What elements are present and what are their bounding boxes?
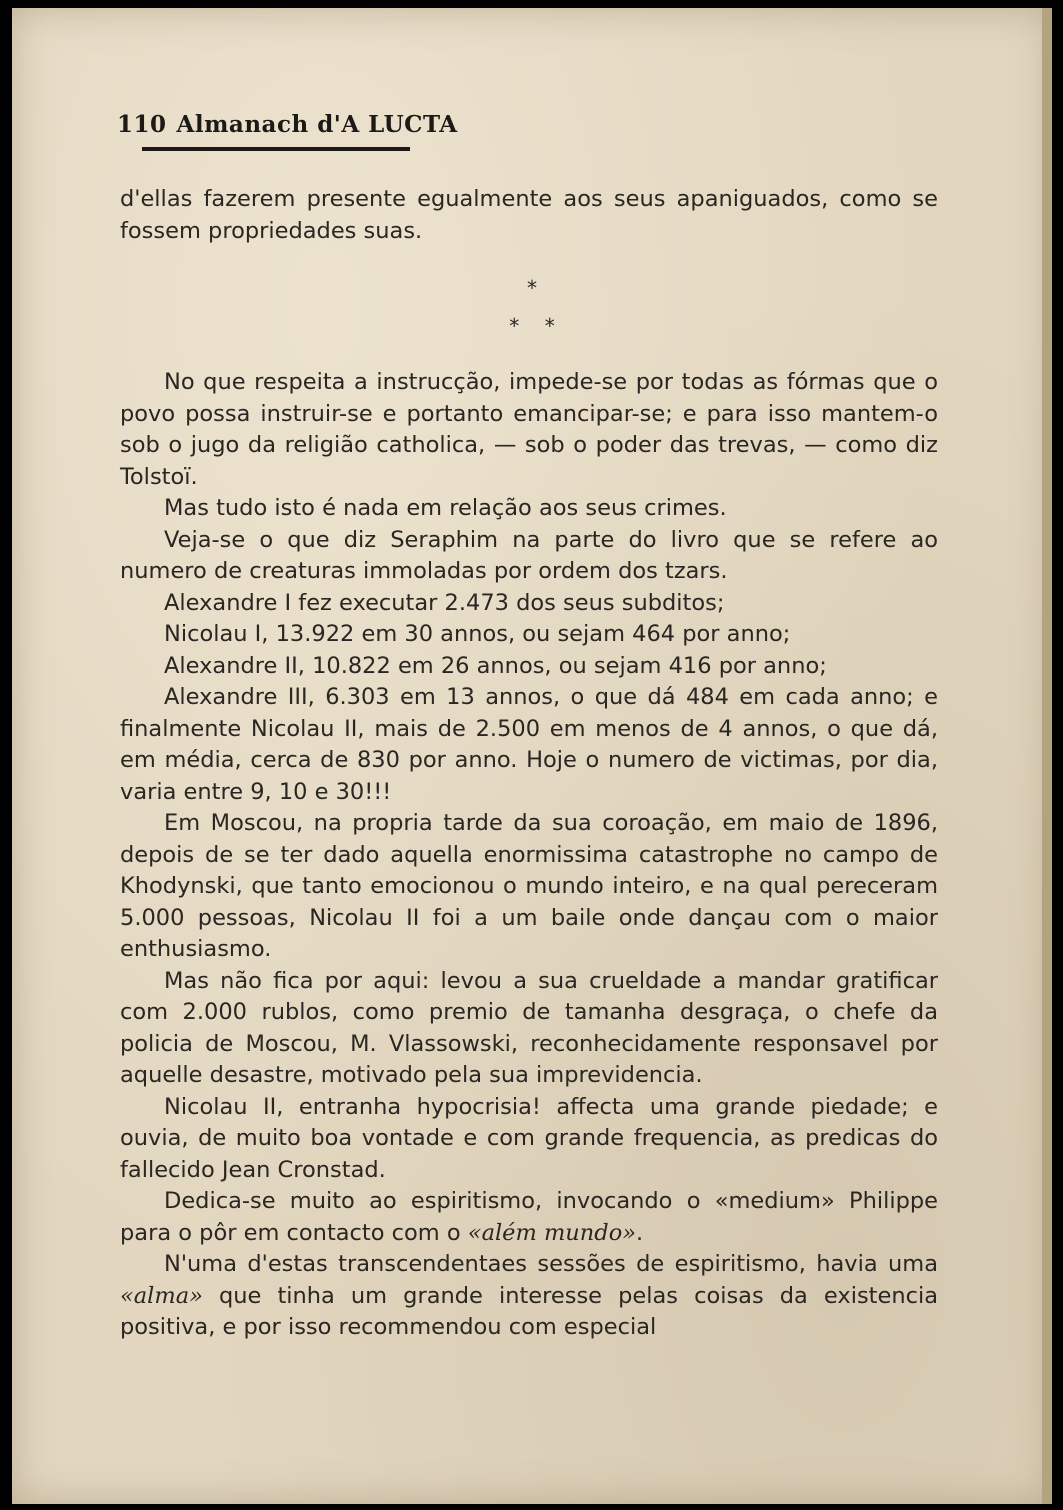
paragraph: Nicolau II, entranha hypocrisia! affecta uma grande piedade; e ouvia, de muito boa vontade e com grande frequencia, as predicas do fallecido Jean Cronstad.	[120, 1093, 938, 1183]
paragraph: Mas tudo isto é nada em relação aos seus crimes.	[164, 495, 727, 521]
text-run: Dedica-se muito ao espiritismo, invocando o «medium» Philippe para o pôr em contacto com o	[120, 1188, 938, 1246]
paragraph: Mas não fica por aqui: levou a sua crueldade a mandar gratificar com 2.000 rublos, como premio de tamanha desgraça, o chefe da policia de Moscou, M. Vlassowski, reconhecidamente responsavel por aquelle desastre, motivado pela sua imprevidencia.	[120, 967, 938, 1088]
italic-text-run: «alma»	[120, 1282, 203, 1309]
body-text	[120, 367, 938, 1344]
section-separator-bottom: * *	[509, 314, 555, 338]
almanac-title: Almanach d'A LUCTA	[176, 111, 458, 138]
header-rule	[142, 147, 410, 151]
section-separator-top: *	[527, 276, 537, 300]
text-run: .	[636, 1219, 644, 1246]
italic-text-run: «além mundo»	[467, 1219, 637, 1246]
paragraph: Em Moscou, na propria tarde da sua coroação, em maio de 1896, depois de se ter dado aquella enormissima catastrophe no campo de Khodynski, que tanto emocionou o mundo inteiro, e na qual pereceram 5.000 pessoas, Nicolau II foi a um baile onde dançau com o maior enthusiasmo.	[120, 810, 938, 962]
continuation-paragraph	[120, 184, 938, 247]
paragraph: Alexandre II, 10.822 em 26 annos, ou sejam 416 por anno;	[164, 652, 827, 679]
paragraph: Veja-se o que diz Seraphim na parte do livro que se refere ao numero de creaturas immoladas por ordem dos tzars.	[120, 526, 938, 584]
paragraph: Alexandre III, 6.303 em 13 annos, o que dá 484 em cada anno; e finalmente Nicolau II, mais de 2.500 em menos de 4 annos, o que dá, em média, cerca de 830 por anno. Hoje o numero de victimas, por dia, varia entre 9, 10 e 30!!!	[120, 684, 938, 805]
paragraph: d'ellas fazerem presente egualmente aos seus apaniguados, como se fossem propriedades suas.	[120, 186, 938, 244]
paragraph: Nicolau I, 13.922 em 30 annos, ou sejam 464 por anno;	[164, 621, 791, 647]
running-header	[117, 111, 458, 138]
text-run: que tinha um grande interesse pelas coisas da existencia positiva, e por isso recommendou com especial	[120, 1282, 938, 1340]
text-run: N'uma d'estas transcendentaes sessões de espiritismo, havia uma	[164, 1251, 938, 1277]
paragraph: No que respeita a instrucção, impede-se por todas as fórmas que o povo possa instruir-se e portanto emancipar-se; e para isso mantem-o sob o jugo da religião catholica, — sob o poder das trevas, — como diz Tolstoï.	[120, 369, 938, 490]
page-number: 110	[117, 111, 167, 138]
paragraph	[120, 1249, 938, 1344]
paragraph: Alexandre I fez executar 2.473 dos seus subditos;	[164, 589, 725, 616]
book-page	[12, 8, 1052, 1504]
paragraph	[120, 1186, 938, 1249]
page-edge	[1042, 8, 1052, 1504]
